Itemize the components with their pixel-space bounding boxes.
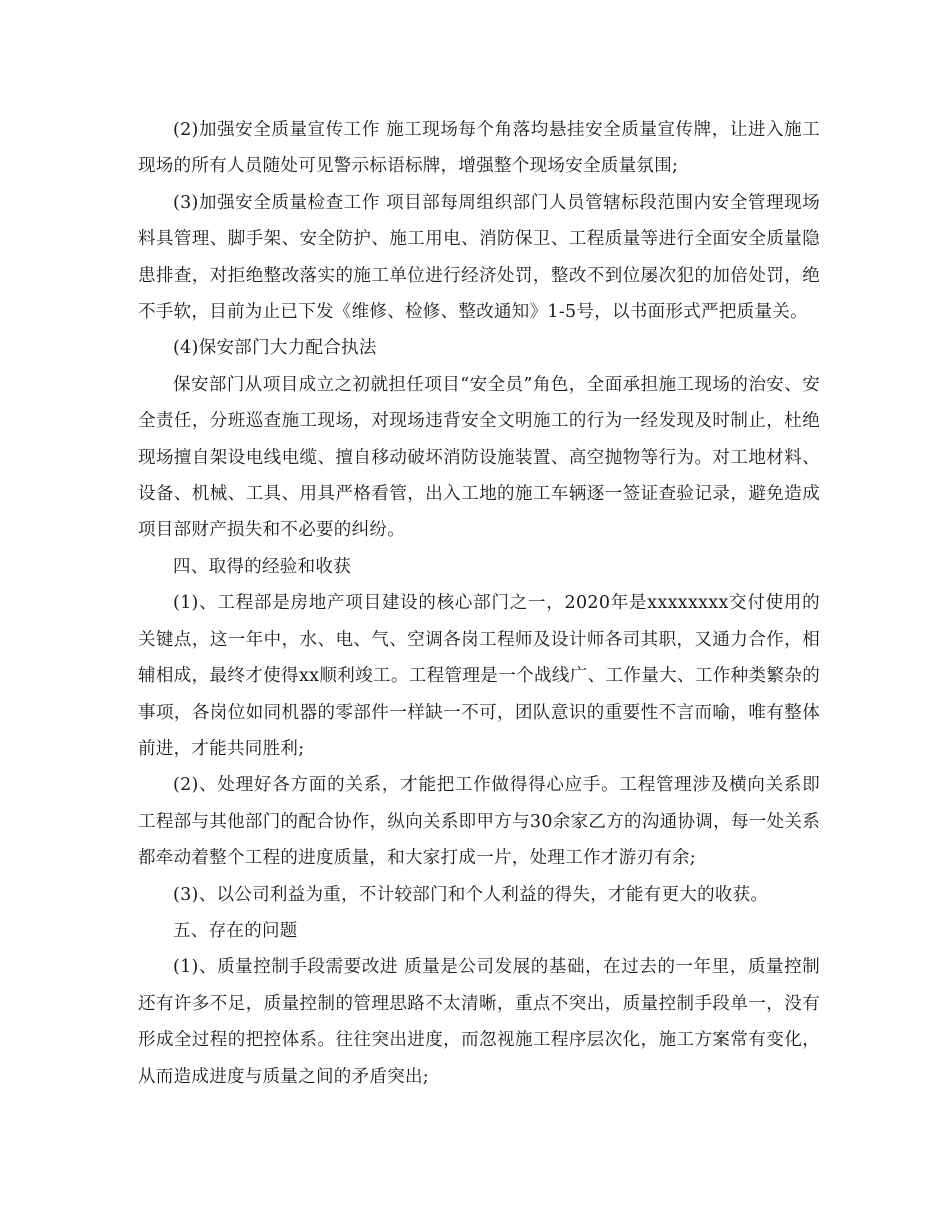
section-heading-experience: 四、取得的经验和收获 (173, 556, 351, 577)
section-heading-problems: 五、存在的问题 (173, 920, 298, 941)
paragraph-problem-1: (1)、质量控制手段需要改进 质量是公司发展的基础，在过去的一年里，质量控制还有许多不足，质量控制的管理思路不太清晰，重点不突出，质量控制手段单一，没有形成全过程的把控体系。往往突出进度，而忽视施工程序层次化，施工方案常有变化，从而造成进度与质量之间的矛盾突出; (138, 957, 820, 1087)
paragraph-experience-2: (2)、处理好各方面的关系，才能把工作做得得心应手。工程管理涉及横向关系即工程部与其他部门的配合协作，纵向关系即甲方与30余家乙方的沟通协调，每一处关系都牵动着整个工程的进度质量，和大家打成一片，处理工作才游刃有余; (138, 775, 820, 869)
paragraph-security-body: 保安部门从项目成立之初就担任项目“安全员”角色，全面承担施工现场的治安、安全责任，分班巡查施工现场，对现场违背安全文明施工的行为一经发现及时制止，杜绝现场擅自架设电线电缆、擅自移动破坏消防设施装置、高空抛物等行为。对工地材料、设备、机械、工具、用具严格看管，出入工地的施工车辆逐一签证查验记录，避免造成项目部财产损失和不必要的纠纷。 (138, 374, 820, 541)
document-body (138, 112, 820, 1095)
paragraph-safety-inspection: (3)加强安全质量检查工作 项目部每周组织部门人员管辖标段范围内安全管理现场料具管理、脚手架、安全防护、施工用电、消防保卫、工程质量等进行全面安全质量隐患排查，对拒绝整改落实的施工单位进行经济处罚，整改不到位屡次犯的加倍处罚，绝不手软，目前为止已下发《维修、检修、整改通知》1-5号，以书面形式严把质量关。 (138, 192, 820, 323)
paragraph-safety-publicity: (2)加强安全质量宣传工作 施工现场每个角落均悬挂安全质量宣传牌，让进入施工现场的所有人员随处可见警示标语标牌，增强整个现场安全质量氛围; (138, 120, 820, 177)
paragraph-experience-3: (3)、以公司利益为重，不计较部门和个人利益的得失，才能有更大的收获。 (173, 884, 769, 905)
paragraph-experience-1: (1)、工程部是房地产项目建设的核心部门之一，2020年是xxxxxxxx交付使用的关键点，这一年中，水、电、气、空调各岗工程师及设计师各司其职，又通力合作，相辅相成，最终才使得xx顺利竣工。工程管理是一个战线广、工作量大、工作种类繁杂的事项，各岗位如同机器的零部件一样缺一不可，团队意识的重要性不言而喻，唯有整体前进，才能共同胜利; (138, 593, 820, 759)
paragraph-security-heading: (4)保安部门大力配合执法 (173, 338, 377, 359)
